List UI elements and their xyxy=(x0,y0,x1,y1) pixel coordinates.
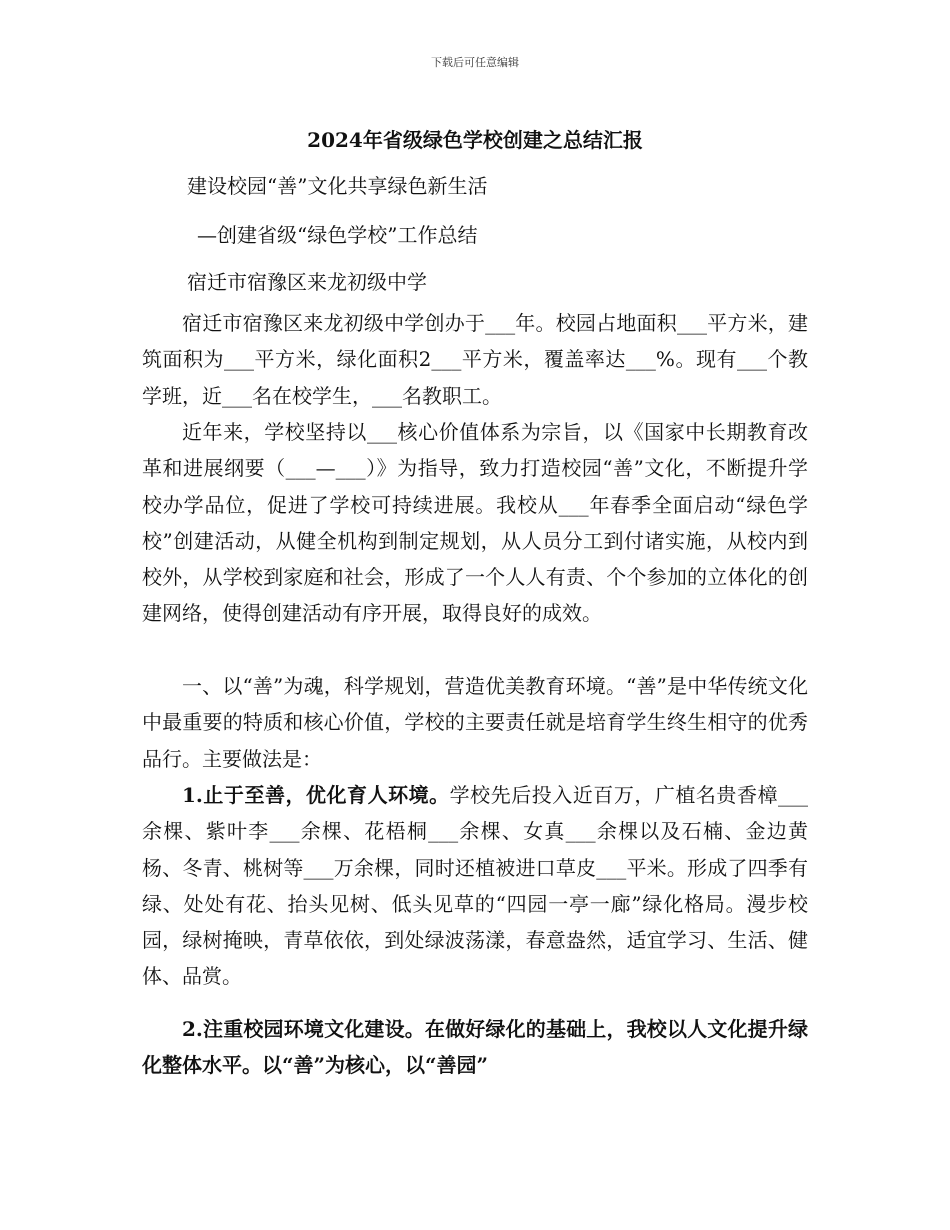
paragraph-text: 近年来，学校坚持以___核心价值体系为宗旨，以《国家中长期教育改革和进展纲要（___—___）》为指导，致力打造校园“善”文化，不断提升学校办学品位，促进了学校可持续进展。我校从___年春季全面启动“绿色学校”创建活动，从健全机构到制定规划，从人员分工到付诸实施，从校内到校外，从学校到家庭和社会，形成了一个人人有责、个个参加的立体化的创建网络，使得创建活动有序开展，取得良好的成效。 xyxy=(142,420,808,626)
paragraph-recent-years xyxy=(142,414,808,632)
header-note: 下载后可任意编辑 xyxy=(431,56,519,69)
paragraph-text: 一、以“善”为魂，科学规划，营造优美教育环境。“善”是中华传统文化中最重要的特质和核心价值，学校的主要责任就是培育学生终生相守的优秀品行。主要做法是： xyxy=(142,674,808,771)
subtitle-main: 建设校园“善”文化共享绿色新生活 xyxy=(187,174,488,198)
paragraph-text xyxy=(142,777,808,995)
paragraph-section-one xyxy=(142,668,808,777)
document-title: 2024年省级绿色学校创建之总结汇报 xyxy=(307,128,643,152)
school-name: 宿迁市宿豫区来龙初级中学 xyxy=(187,270,427,294)
item-body: 学校先后投入近百万，广植名贵香樟___余棵、紫叶李___余棵、花梧桐___余棵、女真___余棵以及石楠、金边黄杨、冬青、桃树等___万余棵，同时还植被进口草皮___平米。形成了四季有绿、处处有花、抬头见树、低头见草的“四园一亭一廊”绿化格局。漫步校园，绿树掩映，青草依依，到处绿波荡漾，春意盎然，适宜学习、生活、健体、品赏。 xyxy=(142,783,808,989)
paragraph-text: 宿迁市宿豫区来龙初级中学创办于___年。校园占地面积___平方米，建筑面积为___平方米，绿化面积2___平方米，覆盖率达___%。现有___个教学班，近___名在校学生，___名教职工。 xyxy=(142,311,808,408)
paragraph-item-one xyxy=(142,777,808,995)
paragraph-item-two xyxy=(142,1011,808,1084)
subtitle-secondary: —创建省级“绿色学校”工作总结 xyxy=(197,223,478,247)
item-heading: 1.止于至善，优化育人环境。 xyxy=(182,783,450,807)
paragraph-text: 2.注重校园环境文化建设。在做好绿化的基础上，我校以人文化提升绿化整体水平。以“善”为核心，以“善园” xyxy=(142,1017,808,1078)
paragraph-intro xyxy=(142,305,808,414)
